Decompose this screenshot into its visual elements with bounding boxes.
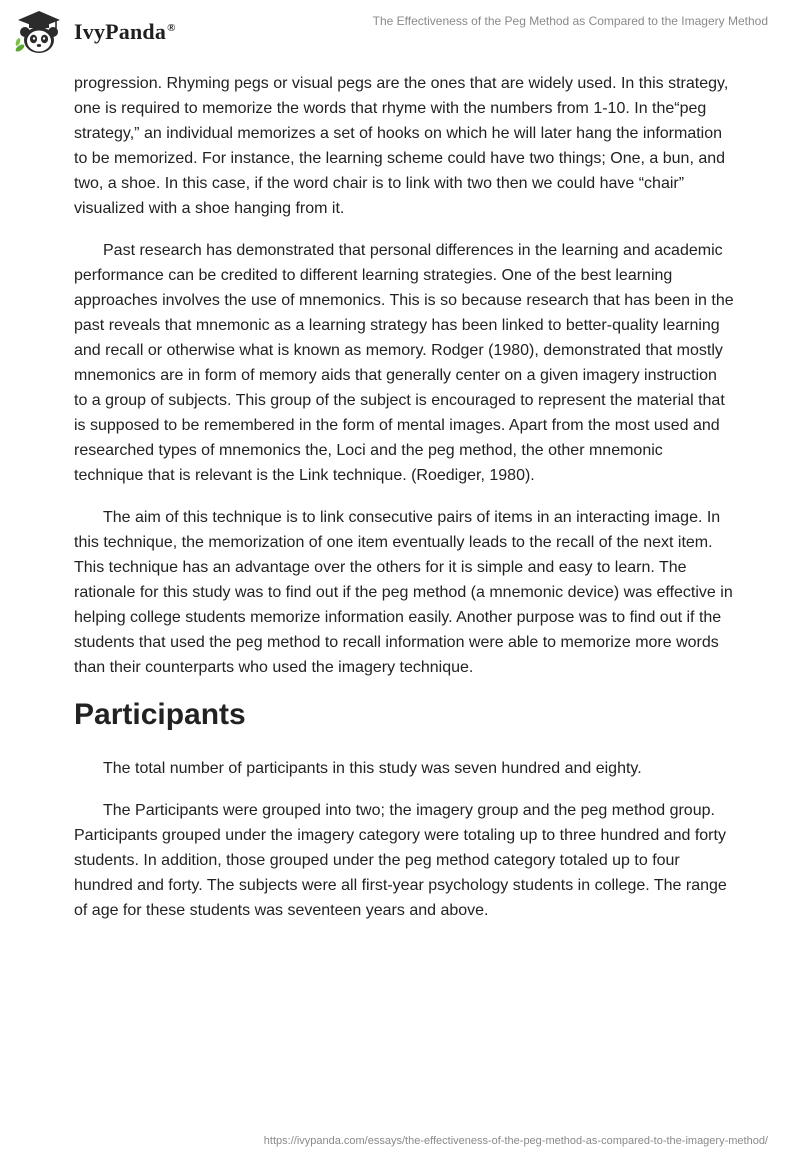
paragraph: The total number of participants in this study was seven hundred and eighty. [103, 760, 642, 777]
ivypanda-logo[interactable] [14, 8, 176, 56]
registered-mark: ® [167, 21, 176, 34]
paragraph-continuation: progression. Rhyming pegs or visual pegs are the ones that are widely used. In this strategy, one is required to memorize the words that rhyme with the numbers from 1-10. In the“peg strategy,” an individual memorizes a set of hooks on which he will later hang the information to be memorized. For instance, the learning scheme could have two things; One, a bun, and two, a shoe. In this case, if the word chair is to link with two then we could have “chair” visualized with a shoe hanging from it. [74, 75, 729, 217]
panda-graduation-cap-icon [14, 8, 64, 56]
logo-wordmark: IvyPanda® [74, 19, 176, 44]
page-header [0, 0, 800, 62]
paragraph: The Participants were grouped into two; the imagery group and the peg method group. Participants grouped under the imagery category were totaling up to three hundred and forty students. In addition, those grouped under the peg method category totaled up to four hundred and forty. The subjects were all first-year psychology students in college. The range of age for these students was seventeen years and above. [74, 802, 727, 919]
section-heading-participants: Participants [74, 698, 246, 731]
paragraph: Past research has demonstrated that personal differences in the learning and academic performance can be credited to different learning strategies. One of the best learning approaches involves the use of mnemonics. This is so because research that has been in the past reveals that mnemonic as a learning strategy has been linked to better-quality learning and recall or otherwise what is known as memory. Rodger (1980), demonstrated that mostly mnemonics are in form of memory aids that generally center on a given imagery instruction to a group of subjects. This group of the subject is encouraged to represent the material that is supposed to be remembered in the form of mental images. Apart from the most used and researched types of mnemonics the, Loci and the peg method, the other mnemonic technique that is relevant is the Link technique. (Roediger, 1980). [74, 242, 734, 484]
source-url[interactable]: https://ivypanda.com/essays/the-effectiveness-of-the-peg-method-as-compared-to-the-imagery-method/ [263, 1135, 768, 1147]
essay-body [74, 71, 734, 940]
paragraph: The aim of this technique is to link consecutive pairs of items in an interacting image. In this technique, the memorization of one item eventually leads to the recall of the next item. This technique has an advantage over the others for it is simple and easy to learn. The rationale for this study was to find out if the peg method (a mnemonic device) was effective in helping college students memorize information easily. Another purpose was to find out if the students that used the peg method to recall information were able to memorize more words than their counterparts who used the imagery technique. [74, 509, 733, 676]
document-title: The Effectiveness of the Peg Method as Compared to the Imagery Method [372, 14, 768, 28]
